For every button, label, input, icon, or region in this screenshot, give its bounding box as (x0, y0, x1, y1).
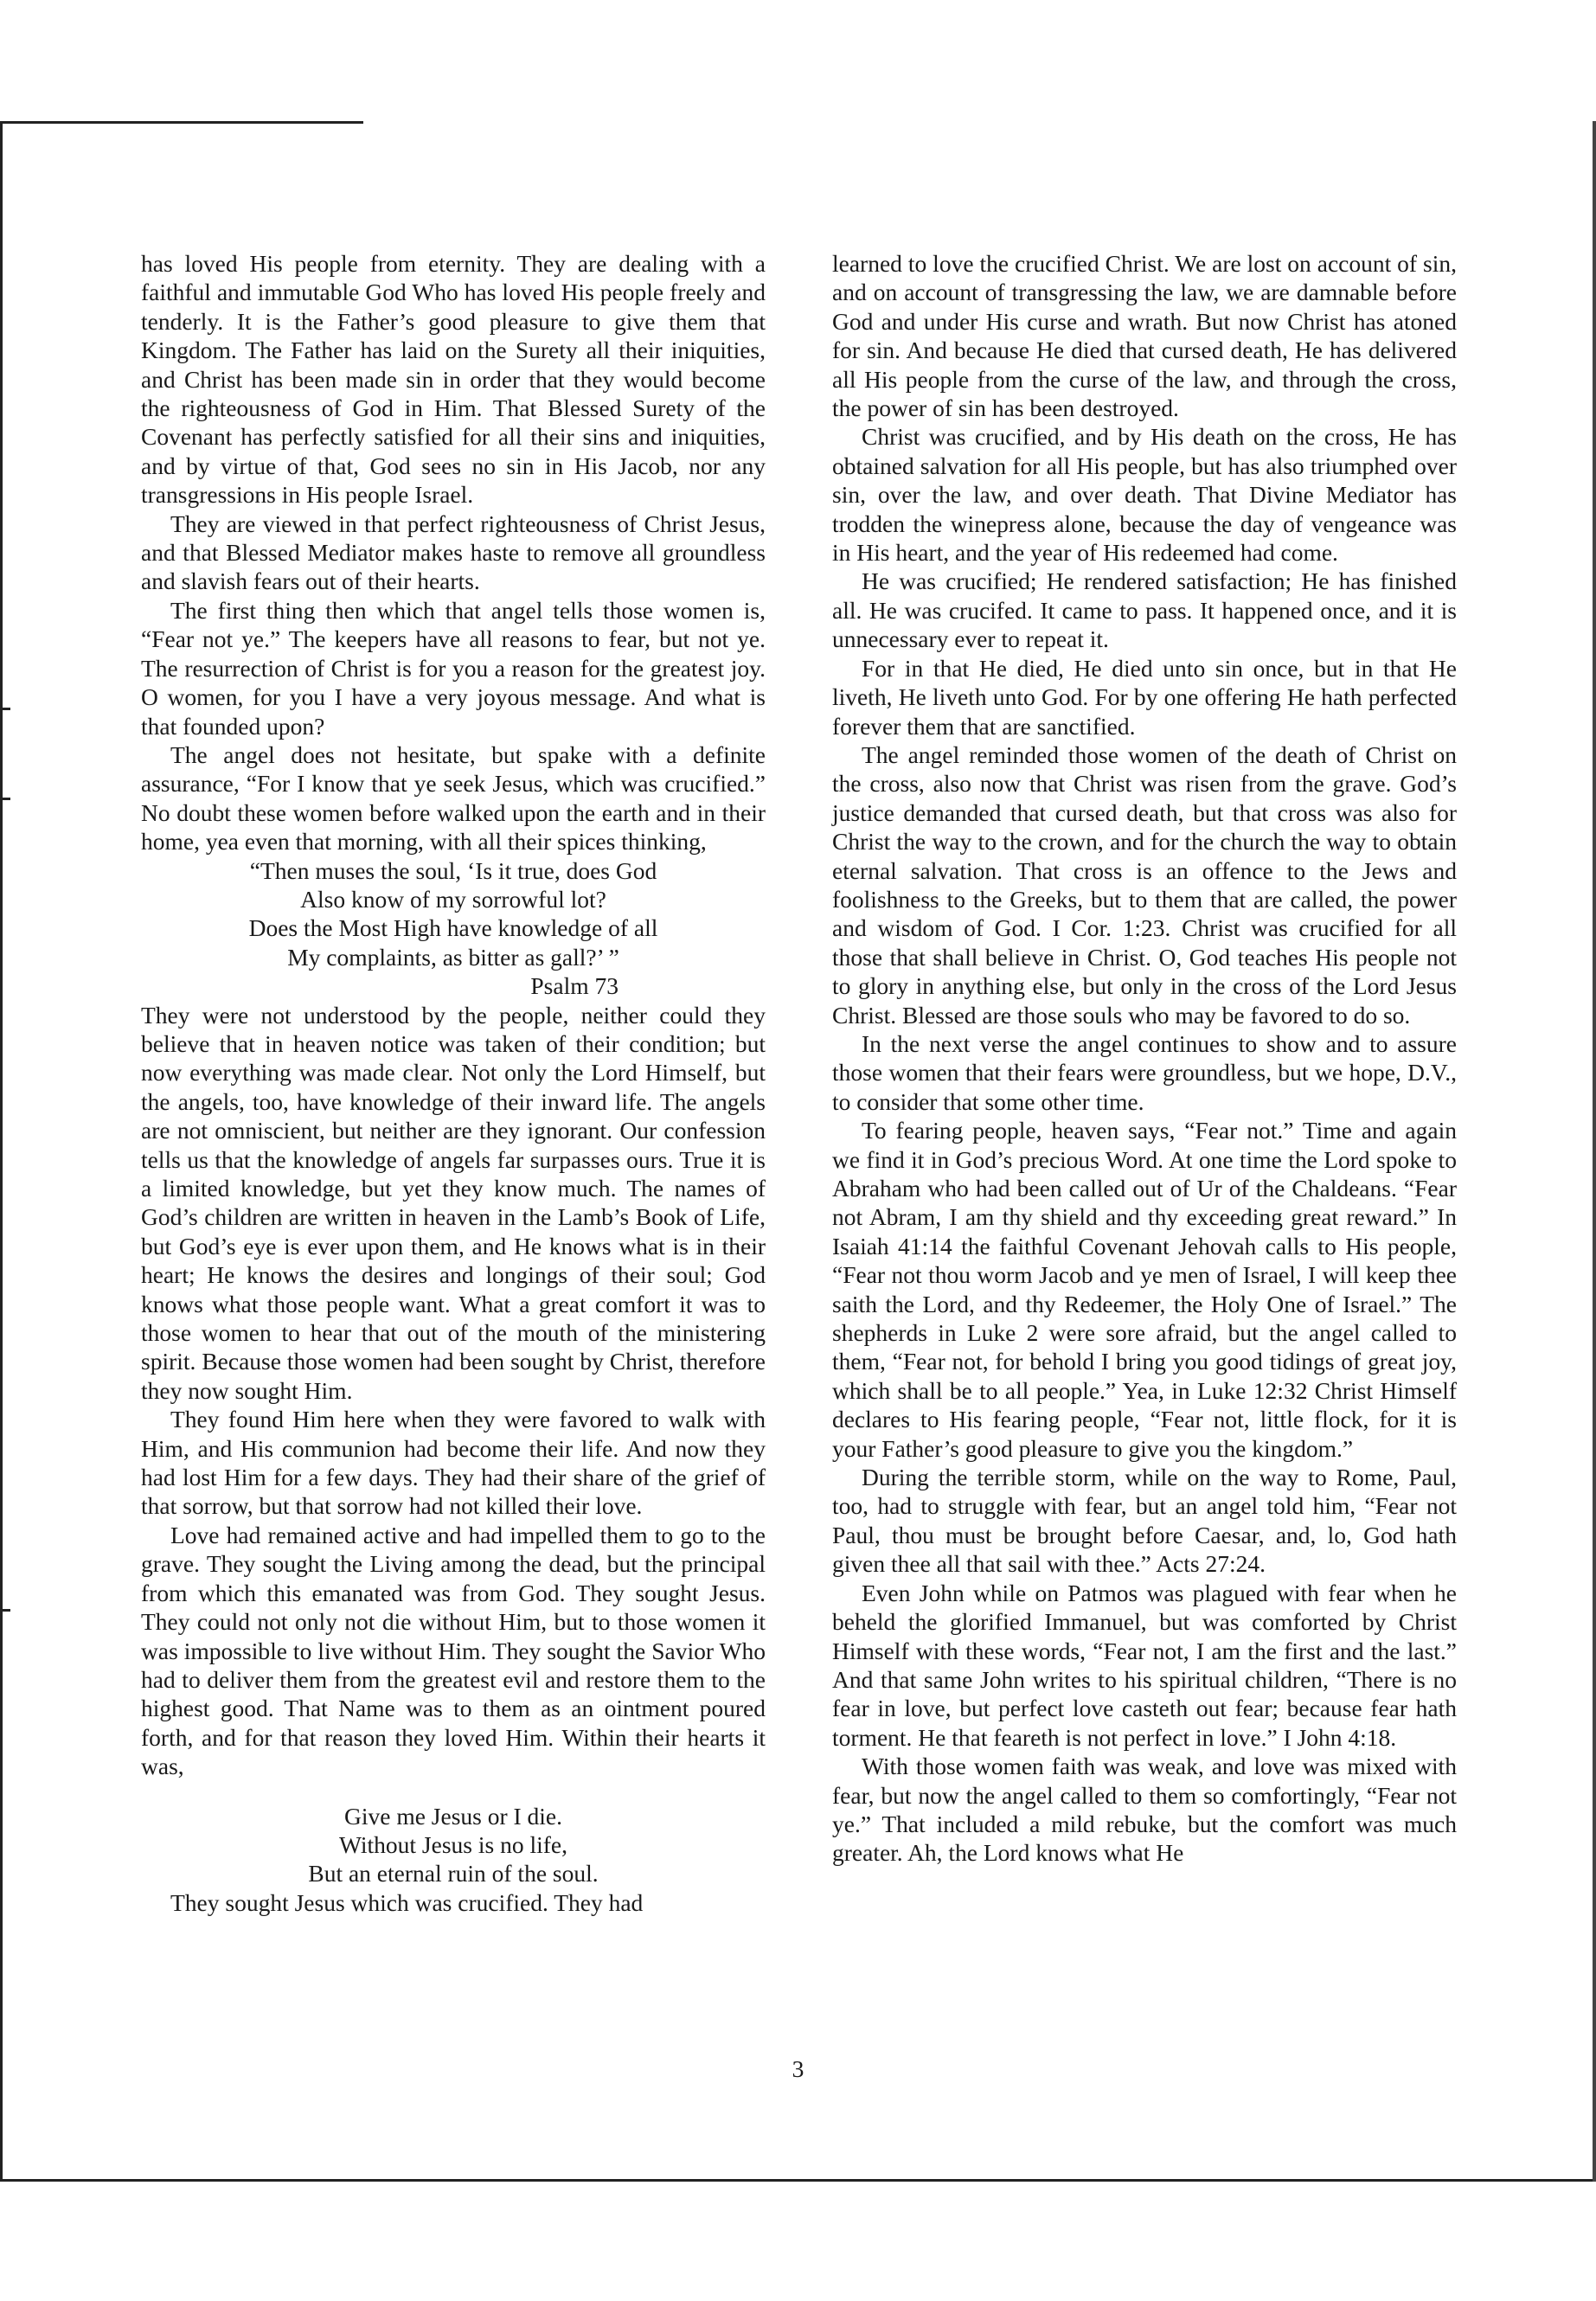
page-number: 3 (792, 2055, 804, 2082)
paragraph: In the next verse the angel continues to show and to assure those women that their fears were groundless, but we hope, D.V., to consider that some other time. (832, 1029, 1457, 1115)
paragraph: Even John while on Patmos was plagued with fear when he beheld the glorified Immanuel, but was comforted by Christ Himself with these words, “Fear not, I am the first and the last.” And that same John writes to his spiritual children, “There is no fear in love, but perfect love casteth out fear; because fear hath torment. He that feareth is not perfect in love.” I John 4:18. (832, 1579, 1457, 1751)
paragraph: Love had remained active and had impelled them to go to the grave. They sought the Living among the dead, but the principal from which this emanated was from God. They sought Jesus. They could not only not die without Him, but to those women it was impossible to live without Him. They sought the Savior Who had to deliver them from the greatest evil and restore them to the highest good. That Name was to them as an ointment poured forth, and for that reason they loved Him. Within their hearts it was, (141, 1521, 766, 1780)
poem-line: But an eternal ruin of the soul. (308, 1860, 599, 1888)
paragraph: learned to love the crucified Christ. We are lost on account of sin, and on account of transgressing the law, we are damnable before God and under His curse and wrath. But now Christ has atoned for sin. And because He died that cursed death, He has delivered all His people from the curse of the law, and through the cross, the power of sin has been destroyed. (832, 250, 1457, 422)
page-edge-left (0, 121, 3, 2182)
paragraph: The angel does not hesitate, but spake with a definite assurance, “For I know that ye seek Jesus, which was crucified.” No doubt these women before walked upon the earth and in their home, yea even that morning, with all their spices thinking, (141, 740, 766, 856)
paragraph: They sought Jesus which was crucified. They had (170, 1888, 644, 1916)
poem-line: Without Jesus is no life, (339, 1830, 567, 1858)
paragraph: has loved His people from eternity. They are dealing with a faithful and immutable God Who has loved His people freely and tenderly. It is the Father’s good pleasure to give them that Kingdom. The Father has laid on the Surety all their iniquities, and Christ has been made sin in order that they would become the righteousness of God in Him. That Blessed Surety of the Covenant has perfectly satisfied for all their sins and iniquities, and by virtue of that, God sees no sin in His Jacob, nor any transgressions in His people Israel. (141, 250, 766, 509)
paragraph: The angel reminded those women of the death of Christ on the cross, also now that Christ was risen from the grave. God’s justice demanded that cursed death, but that cross was also for Christ the way to the crown, and for the church the way to obtain eternal salvation. That cross is an offence to the Jews and foolishness to the Greeks, but to them that are called, the power and wisdom of God. I Cor. 1:23. Christ was crucified for all those that shall believe in Christ. O, God teaches His people not to glory in anything else, but only in the cross of the Lord Jesus Christ. Blessed are those souls who may be favored to do so. (832, 740, 1457, 1029)
page-edge-right (1593, 121, 1596, 2182)
poem-stanza (141, 1802, 766, 1888)
paragraph: To fearing people, heaven says, “Fear not.” Time and again we find it in God’s precious Word. At one time the Lord spoke to Abraham who had been called out of Ur of the Chaldeans. “Fear not Abram, I am thy shield and thy exceeding great reward.” In Isaiah 41:14 the faithful Covenant Jehovah calls to His people, “Fear not thou worm Jacob and ye men of Israel, I will keep thee saith the Lord, and thy Redeemer, the Holy One of Israel.” The shepherds in Luke 2 were sore afraid, but the angel called to them, “Fear not, for behold I bring you good tidings of great joy, which shall be to all people.” Yea, in Luke 12:32 Christ Himself declares to His fearing people, “Fear not, little flock, for it is your Father’s good pleasure to give you the kingdom.” (832, 1117, 1457, 1462)
left-column (141, 249, 766, 1917)
poem-stanza (141, 856, 766, 1001)
right-column (832, 249, 1457, 1868)
paragraph: He was crucified; He rendered satisfaction; He has finished all. He was crucifed. It came to pass. It happened once, and it is unnecessary ever to repeat it. (832, 567, 1457, 653)
poem-line: Does the Most High have knowledge of all (248, 914, 658, 942)
paragraph: They found Him here when they were favored to walk with Him, and His communion had become their life. And now they had lost Him for a few days. They had their share of the grief of that sorrow, but that sorrow had not killed their love. (141, 1406, 766, 1520)
poem-line: Give me Jesus or I die. (343, 1802, 563, 1830)
binding-mark (0, 798, 10, 800)
poem-line: My complaints, as bitter as gall?’ ” (287, 943, 619, 971)
paragraph: The first thing then which that angel tells those women is, “Fear not ye.” The keepers have all reasons to fear, but not ye. The resurrection of Christ is for you a reason for the greatest joy. O women, for you I have a very joyous message. And what is that founded upon? (141, 596, 766, 740)
paragraph: For in that He died, He died unto sin once, but in that He liveth, He liveth unto God. For by one offering He hath perfected forever them that are sanctified. (832, 654, 1457, 740)
binding-mark (0, 1609, 10, 1612)
page-edge-top (0, 121, 363, 124)
paragraph: They are viewed in that perfect righteousness of Christ Jesus, and that Blessed Mediator makes haste to remove all groundless and slavish fears out of their hearts. (141, 510, 766, 595)
paragraph: With those women faith was weak, and love was mixed with fear, but now the angel called to them so comfortingly, “Fear not ye.” That included a mild rebuke, but the comfort was much greater. Ah, the Lord knows what He (832, 1753, 1457, 1867)
paragraph: During the terrible storm, while on the way to Rome, Paul, too, had to struggle with fear, but an angel told him, “Fear not Paul, thou must be brought before Caesar, and, lo, God hath given thee all that sail with thee.” Acts 27:24. (832, 1464, 1457, 1578)
binding-mark (0, 708, 10, 710)
poem-line: “Then muses the soul, ‘Is it true, does God (249, 856, 657, 884)
poem-line: Also know of my sorrowful lot? (300, 885, 606, 913)
paragraph: Christ was crucified, and by His death on the cross, He has obtained salvation for all His people, but has also triumphed over sin, over the law, and over death. That Divine Mediator has trodden the winepress alone, because the day of vengeance was in His heart, and the year of His redeemed had come. (832, 423, 1457, 567)
poem-citation: Psalm 73 (530, 972, 619, 1000)
paragraph: They were not understood by the people, neither could they believe that in heaven notice was taken of their condition; but now everything was made clear. Not only the Lord Himself, but the angels, too, have knowledge of their inward life. The angels are not omniscient, but neither are they ignorant. Our confession tells us that the knowledge of angels far surpasses ours. True it is a limited knowledge, but yet they know much. The names of God’s children are written in heaven in the Lamb’s Book of Life, but God’s eye is ever upon them, and He knows what is in their heart; He knows the desires and longings of their soul; God knows what those people want. What a great comfort it was to those women to hear that out of the mouth of the ministering spirit. Because those women had been sought by Christ, therefore they now sought Him. (141, 1001, 766, 1404)
page-edge-bottom (0, 2179, 1596, 2182)
